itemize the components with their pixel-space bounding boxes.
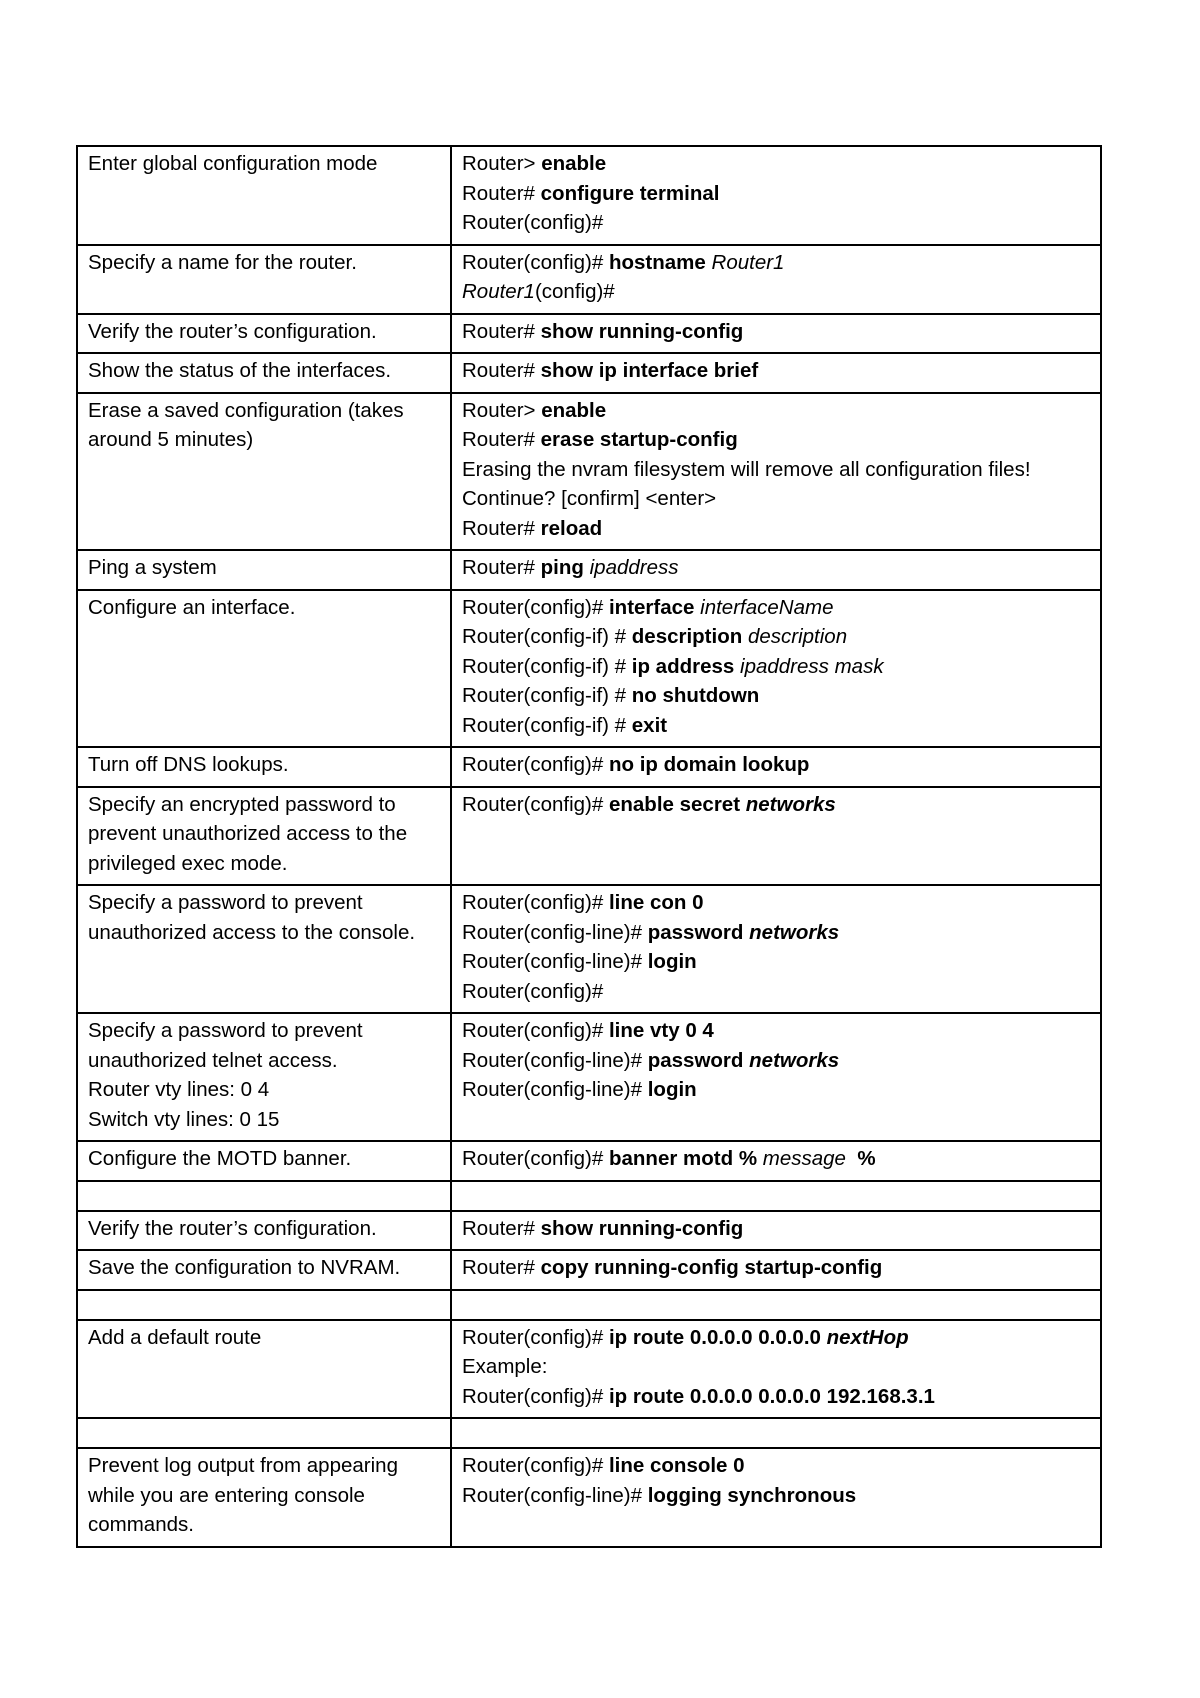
table-row <box>77 1290 1101 1320</box>
table-row <box>77 245 1101 314</box>
command-cell <box>451 146 1101 245</box>
command-cell <box>451 1448 1101 1547</box>
command-line <box>462 455 1090 485</box>
command-line <box>462 1451 1090 1481</box>
task-cell <box>77 314 451 354</box>
command-line <box>462 750 1090 780</box>
command-cell <box>451 314 1101 354</box>
command-prompt: Router(config)# <box>462 1147 609 1170</box>
command-keyword: interface <box>608 595 695 619</box>
command-prompt <box>846 1147 857 1170</box>
command-line <box>462 248 1090 278</box>
table-row <box>77 146 1101 245</box>
command-line <box>462 681 1090 711</box>
command-prompt: Router(config-line)# <box>462 1483 648 1507</box>
command-cell <box>451 885 1101 1013</box>
command-prompt: Router# <box>462 516 541 540</box>
command-line <box>462 1016 1090 1046</box>
command-prompt: Router(config)# <box>462 792 609 816</box>
command-argument: Router1 <box>711 250 785 274</box>
task-text: Erase a saved configuration (takes around 5 minutes) <box>88 398 410 451</box>
command-prompt: Router(config)# <box>462 1384 609 1408</box>
task-cell <box>77 550 451 590</box>
command-prompt: Router(config)# <box>462 979 604 1003</box>
command-cell <box>451 1141 1101 1181</box>
command-prompt: Router> <box>462 398 542 422</box>
command-keyword: networks <box>749 920 840 944</box>
command-prompt: Router(config-if) # <box>462 713 632 737</box>
command-line <box>462 652 1090 682</box>
command-keyword: show running-config <box>540 319 744 343</box>
task-text: Router vty lines: 0 4 <box>88 1078 270 1101</box>
task-cell <box>77 590 451 748</box>
task-text: Ping a system <box>88 556 217 579</box>
command-cell <box>451 1013 1101 1141</box>
task-text: Specify a password to prevent unauthorized access to the console. <box>88 891 416 944</box>
command-cell <box>451 353 1101 393</box>
command-prompt: Router(config-line)# <box>462 1048 648 1072</box>
command-keyword: show running-config <box>540 1216 744 1240</box>
command-keyword: login <box>647 1078 697 1101</box>
command-keyword: reload <box>540 516 603 540</box>
command-cell <box>451 1290 1101 1320</box>
command-argument: Router1 <box>462 280 535 303</box>
command-argument: ipaddress <box>589 556 679 579</box>
command-line <box>462 977 1090 1007</box>
command-keyword: show ip interface brief <box>540 359 759 382</box>
command-prompt: Router(config-line)# <box>462 920 648 944</box>
command-line <box>462 888 1090 918</box>
command-prompt: Router# <box>462 181 541 205</box>
task-cell <box>77 1290 451 1320</box>
command-keyword: nextHop <box>826 1325 909 1349</box>
command-line <box>462 918 1090 948</box>
table-row <box>77 787 1101 886</box>
table-row <box>77 1141 1101 1181</box>
command-keyword: login <box>647 950 697 973</box>
command-line <box>462 553 1090 583</box>
task-cell <box>77 245 451 314</box>
command-keyword: configure terminal <box>540 181 720 205</box>
table-row <box>77 1250 1101 1290</box>
command-line <box>462 484 1090 514</box>
task-cell <box>77 1448 451 1547</box>
task-text: Specify a name for the router. <box>88 250 357 274</box>
table-row <box>77 314 1101 354</box>
command-line <box>462 1382 1090 1412</box>
command-prompt: Router(config-line)# <box>462 1078 648 1101</box>
command-prompt: Router# <box>462 1216 541 1240</box>
task-text: Verify the router’s configuration. <box>88 319 377 343</box>
task-text: Add a default route <box>88 1325 262 1349</box>
command-line <box>462 277 1090 307</box>
command-prompt: Router(config)# <box>462 211 604 234</box>
command-prompt: Router# <box>462 556 541 579</box>
table-row <box>77 1211 1101 1251</box>
task-cell <box>77 1211 451 1251</box>
command-prompt: Router(config)# <box>462 1325 609 1349</box>
command-keyword: ip route 0.0.0.0 0.0.0.0 192.168.3.1 <box>608 1384 935 1408</box>
command-keyword: exit <box>631 713 668 737</box>
task-text: Show the status of the interfaces. <box>88 359 392 382</box>
table-row <box>77 1013 1101 1141</box>
command-cell <box>451 590 1101 748</box>
command-argument: interfaceName <box>700 595 834 619</box>
task-text: Enter global configuration mode <box>88 152 378 175</box>
table-row <box>77 1448 1101 1547</box>
task-text: Specify an encrypted password to prevent unauthorized access to the privileged exec mode. <box>88 792 413 875</box>
command-keyword: % <box>857 1147 876 1170</box>
table-row <box>77 393 1101 551</box>
command-cell <box>451 1250 1101 1290</box>
command-line <box>462 425 1090 455</box>
command-line <box>462 1214 1090 1244</box>
task-cell <box>77 1013 451 1141</box>
command-line <box>462 149 1090 179</box>
command-cell <box>451 1181 1101 1211</box>
command-line <box>462 317 1090 347</box>
command-keyword: description <box>631 625 743 648</box>
command-line <box>462 514 1090 544</box>
command-keyword: enable <box>541 152 607 175</box>
command-cell <box>451 1211 1101 1251</box>
command-cell <box>451 550 1101 590</box>
command-prompt: Erasing the nvram filesystem will remove all configuration files! <box>462 457 1031 481</box>
task-cell <box>77 146 451 245</box>
table-body <box>77 146 1101 1547</box>
task-text: Specify a password to prevent unauthorized telnet access. <box>88 1019 369 1072</box>
command-prompt: Router(config)# <box>462 891 609 914</box>
task-cell <box>77 1250 451 1290</box>
command-keyword: password <box>647 1048 744 1072</box>
command-line <box>462 1253 1090 1283</box>
command-line <box>462 1046 1090 1076</box>
command-cell <box>451 245 1101 314</box>
command-prompt: Router(config)# <box>462 250 609 274</box>
command-keyword: no ip domain lookup <box>608 753 810 776</box>
command-line <box>462 179 1090 209</box>
task-cell <box>77 1141 451 1181</box>
command-prompt: Continue? [confirm] <enter> <box>462 487 717 510</box>
command-keyword: networks <box>745 792 836 816</box>
command-argument: message <box>762 1147 846 1170</box>
command-line <box>462 1352 1090 1382</box>
command-prompt: Router(config-line)# <box>462 950 648 973</box>
command-line <box>462 1144 1090 1174</box>
task-text: Save the configuration to NVRAM. <box>88 1256 401 1279</box>
command-keyword: erase startup-config <box>540 428 738 451</box>
command-line <box>462 622 1090 652</box>
command-argument: ipaddress mask <box>740 654 884 678</box>
task-cell <box>77 1181 451 1211</box>
command-keyword: no shutdown <box>631 684 760 707</box>
command-prompt: (config)# <box>534 280 615 303</box>
table-row <box>77 1418 1101 1448</box>
command-keyword: ping <box>540 556 584 579</box>
command-keyword: banner motd % <box>608 1147 758 1170</box>
task-cell <box>77 393 451 551</box>
command-keyword: password <box>647 920 744 944</box>
command-line <box>462 356 1090 386</box>
table-row <box>77 1181 1101 1211</box>
command-cell <box>451 393 1101 551</box>
command-reference-table <box>76 145 1102 1548</box>
task-cell <box>77 787 451 886</box>
command-prompt: Router# <box>462 359 541 382</box>
command-cell <box>451 1418 1101 1448</box>
command-cell <box>451 747 1101 787</box>
command-prompt: Router# <box>462 1256 541 1279</box>
command-keyword: logging synchronous <box>647 1483 857 1507</box>
command-prompt: Router# <box>462 319 541 343</box>
command-keyword: enable <box>541 398 607 422</box>
command-keyword: line console 0 <box>608 1454 745 1477</box>
command-prompt: Router(config)# <box>462 1454 609 1477</box>
command-line <box>462 208 1090 238</box>
task-cell <box>77 1320 451 1419</box>
command-keyword: line con 0 <box>608 891 704 914</box>
command-line <box>462 1481 1090 1511</box>
command-line <box>462 396 1090 426</box>
command-keyword: line vty 0 4 <box>608 1019 714 1042</box>
task-text: Turn off DNS lookups. <box>88 753 289 776</box>
document-page <box>76 145 1102 1548</box>
command-keyword: enable secret <box>608 792 741 816</box>
command-cell <box>451 787 1101 886</box>
command-argument: description <box>747 625 848 648</box>
command-line <box>462 593 1090 623</box>
command-line <box>462 1075 1090 1105</box>
command-prompt: Router> <box>462 152 542 175</box>
task-text: Configure an interface. <box>88 595 296 619</box>
task-cell <box>77 1418 451 1448</box>
table-row <box>77 590 1101 748</box>
task-cell <box>77 885 451 1013</box>
command-prompt: Example: <box>462 1355 548 1378</box>
command-keyword: ip address <box>631 654 735 678</box>
command-prompt: Router# <box>462 428 541 451</box>
table-row <box>77 353 1101 393</box>
task-text: Verify the router’s configuration. <box>88 1216 377 1240</box>
task-text: Configure the MOTD banner. <box>88 1147 352 1170</box>
command-cell <box>451 1320 1101 1419</box>
table-row <box>77 885 1101 1013</box>
command-prompt: Router(config-if) # <box>462 625 632 648</box>
command-keyword: hostname <box>608 250 706 274</box>
command-prompt: Router(config)# <box>462 753 609 776</box>
task-text: Prevent log output from appearing while you are entering console commands. <box>88 1454 404 1536</box>
command-keyword: ip route 0.0.0.0 0.0.0.0 <box>608 1325 821 1349</box>
task-text: Switch vty lines: 0 15 <box>88 1107 280 1131</box>
table-row <box>77 550 1101 590</box>
command-keyword: networks <box>749 1048 840 1072</box>
command-prompt: Router(config-if) # <box>462 684 632 707</box>
command-line <box>462 1323 1090 1353</box>
command-prompt: Router(config-if) # <box>462 654 632 678</box>
table-row <box>77 1320 1101 1419</box>
command-line <box>462 711 1090 741</box>
task-cell <box>77 353 451 393</box>
table-row <box>77 747 1101 787</box>
command-keyword: copy running-config startup-config <box>540 1256 883 1279</box>
command-line <box>462 790 1090 820</box>
command-line <box>462 947 1090 977</box>
task-cell <box>77 747 451 787</box>
command-prompt: Router(config)# <box>462 595 609 619</box>
command-prompt: Router(config)# <box>462 1019 609 1042</box>
